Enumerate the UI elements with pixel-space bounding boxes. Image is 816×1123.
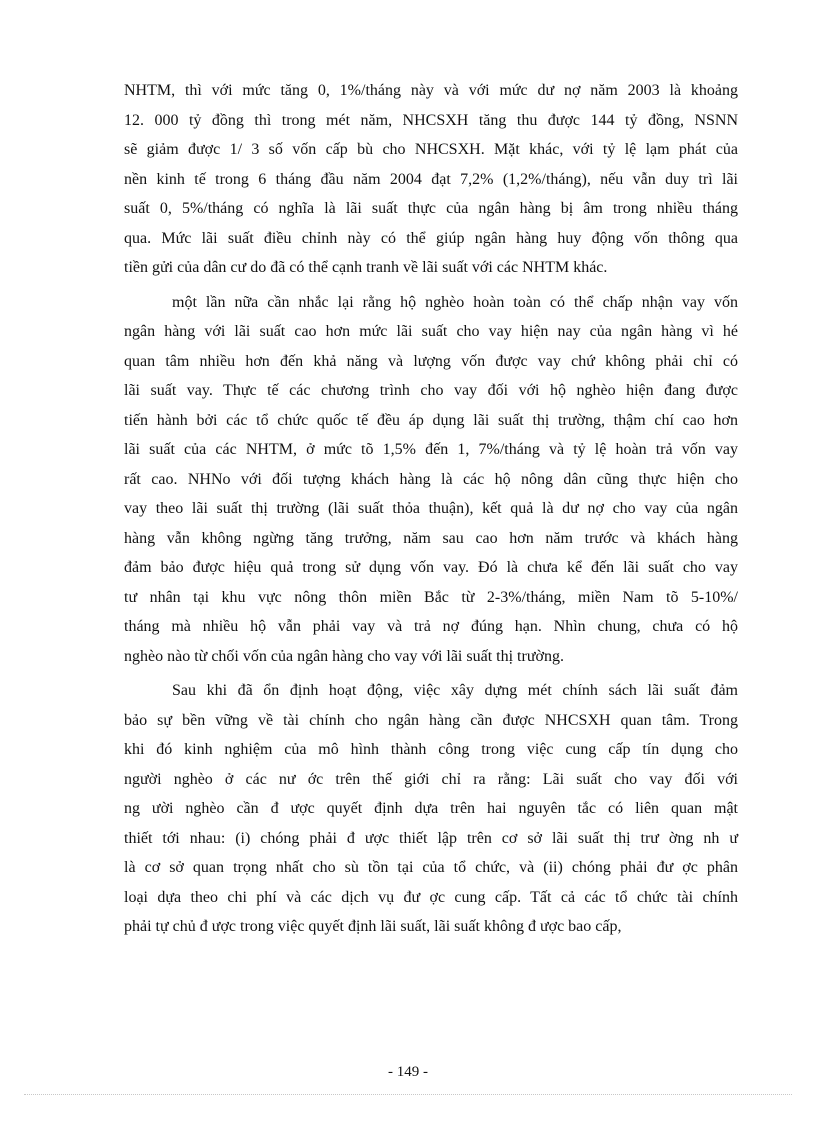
paragraph-3	[124, 676, 738, 942]
text-line: Sau khi đã ổn định hoạt động, việc xây dựng mét chính sách lãi suất đảm	[172, 682, 738, 699]
text-line: sẽ giảm được 1/ 3 số vốn cấp bù cho NHCSXH. Mặt khác, với tỷ lệ lạm phát của	[124, 141, 738, 158]
text-line: tư nhân tại khu vực nông thôn miền Bắc từ 2-3%/tháng, miền Nam tõ 5-10%/	[124, 588, 738, 606]
text-line: NHTM, thì với mức tăng 0, 1%/tháng này và với mức dư nợ năm 2003 là khoảng	[124, 82, 738, 99]
text-line: 12. 000 tỷ đồng thì trong mét năm, NHCSXH tăng thu được 144 tỷ đồng, NSNN	[124, 111, 738, 129]
text-line: hàng vẫn không ngừng tăng trưởng, năm sau cao hơn năm trước và khách hàng	[124, 529, 738, 547]
text-line: người nghèo ở các nư ớc trên thế giới chỉ ra rằng: Lãi suất cho vay đối với	[124, 770, 738, 788]
text-line: lãi suất vay. Thực tế các chương trình cho vay đối với hộ nghèo hiện đang được	[124, 382, 738, 399]
text-line: tiến hành bởi các tổ chức quốc tế đều áp dụng lãi suất thị trường, thậm chí cao hơn	[124, 411, 738, 429]
text-line: một lần nữa cần nhắc lại rằng hộ nghèo hoàn toàn có thể chấp nhận vay vốn	[172, 293, 738, 311]
text-line: loại dựa theo chi phí và các dịch vụ đư ợc cung cấp. Tất cả các tổ chức tài chính	[124, 888, 738, 906]
text-line: bảo sự bền vững về tài chính cho ngân hàng cần được NHCSXH quan tâm. Trong	[124, 711, 738, 729]
text-line: khi đó kinh nghiệm của mô hình thành công trong việc cung cấp tín dụng cho	[124, 741, 738, 758]
text-line: đảm bảo được hiệu quả trong sử dụng vốn vay. Đó là chưa kể đến lãi suất cho vay	[124, 559, 738, 576]
paragraph-2	[124, 288, 738, 672]
text-line: quan tâm nhiều hơn đến khả năng và lượng vốn được vay chứ không phải chỉ có	[124, 352, 738, 370]
footer-divider	[24, 1094, 792, 1095]
text-line: tiền gửi của dân cư do đã có thể cạnh tranh về lãi suất với các NHTM khác.	[124, 259, 608, 276]
text-line: là cơ sở quan trọng nhất cho sù tồn tại của tổ chức, và (ii) chóng phải đư ợc phân	[124, 859, 738, 876]
text-line: ng ười nghèo cần đ ược quyết định dựa trên hai nguyên tắc có liên quan mật	[124, 800, 738, 817]
text-line: nghèo nào từ chối vốn của ngân hàng cho vay với lãi suất thị trường.	[124, 647, 564, 665]
paragraph-1	[124, 76, 738, 283]
text-line: thiết tới nhau: (i) chóng phải đ ược thiết lập trên cơ sở lãi suất thị trư ờng nh ư	[124, 829, 738, 847]
text-line: suất 0, 5%/tháng có nghĩa là lãi suất thực của ngân hàng bị âm trong nhiều tháng	[124, 200, 738, 217]
page-number: - 149 -	[388, 1064, 428, 1080]
body-text	[124, 76, 738, 942]
text-line: ngân hàng với lãi suất cao hơn mức lãi suất cho vay hiện nay của ngân hàng vì hé	[124, 323, 738, 340]
text-line: nền kinh tế trong 6 tháng đầu năm 2004 đạt 7,2% (1,2%/tháng), nếu vẫn duy trì lãi	[124, 170, 738, 188]
text-line: phải tự chủ đ ược trong việc quyết định lãi suất, lãi suất không đ ược bao cấp,	[124, 918, 622, 935]
text-line: lãi suất của các NHTM, ở mức tõ 1,5% đến 1, 7%/tháng và tỷ lệ hoàn trả vốn vay	[124, 441, 738, 458]
text-line: vay theo lãi suất thị trường (lãi suất thỏa thuận), kết quả là dư nợ cho vay của ngân	[124, 500, 738, 517]
text-line: tháng mà nhiều hộ vẫn phải vay và trả nợ đúng hạn. Nhìn chung, chưa có hộ	[124, 618, 738, 635]
text-line: qua. Mức lãi suất điều chỉnh này có thể giúp ngân hàng huy động vốn thông qua	[124, 229, 738, 247]
text-line: rất cao. NHNo với đối tượng khách hàng là các hộ nông dân cũng thực hiện cho	[124, 470, 738, 488]
